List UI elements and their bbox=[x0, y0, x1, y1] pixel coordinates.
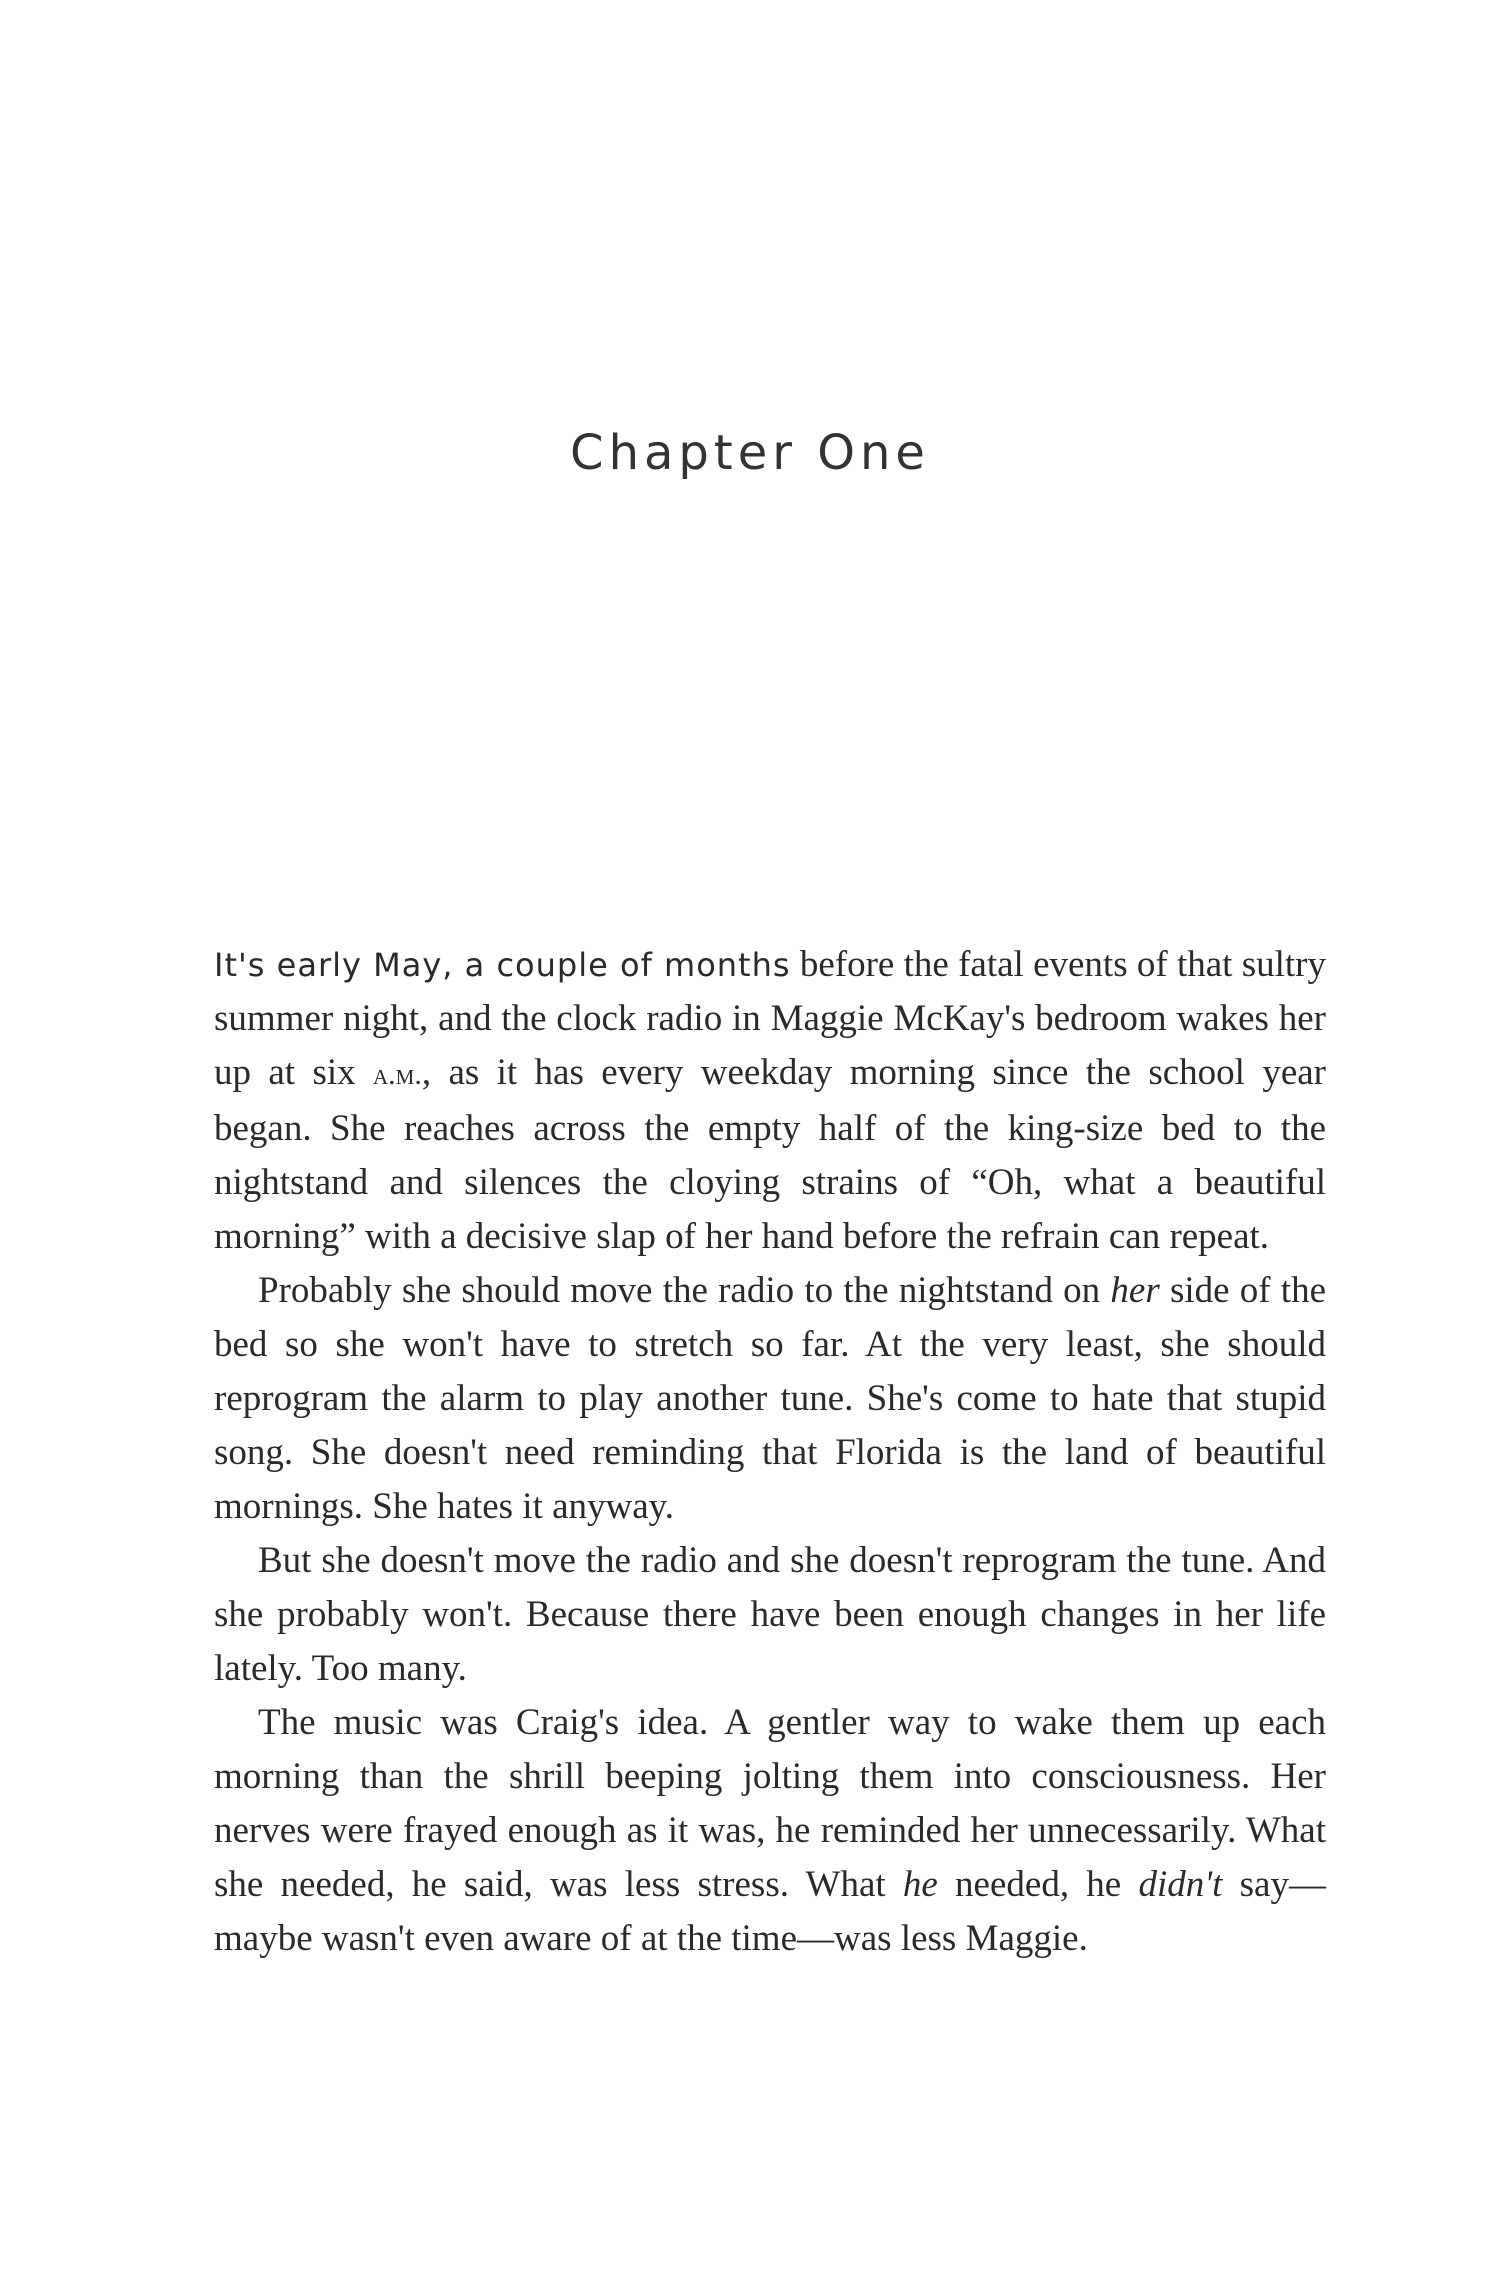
paragraph-text: needed, he bbox=[937, 1864, 1139, 1905]
paragraph-text: say—maybe wasn't even aware of at the time—was less Maggie. bbox=[214, 1864, 1326, 1959]
paragraph-text: But she doesn't move the radio and she doesn't reprogram the tune. And she probably won't. Because there have been enough changes in her life lately. Too many. bbox=[214, 1540, 1326, 1689]
paragraph-text: side of the bed so she won't have to stretch so far. At the very least, she should reprogram the alarm to play another tune. She's come to hate that stupid song. She doesn't need reminding that Florida is the land of beautiful mornings. She hates it anyway. bbox=[214, 1270, 1327, 1527]
paragraph-text: Probably she should move the radio to the nightstand on bbox=[258, 1270, 1111, 1311]
emphasis-text: her bbox=[1110, 1270, 1160, 1311]
paragraph-text: before the fatal events of that sultry summer night, and the clock radio in Maggie McKay's bedroom wakes her up at six bbox=[214, 944, 1326, 1093]
paragraph-3 bbox=[214, 1534, 1326, 1696]
chapter-title: Chapter One bbox=[570, 425, 930, 481]
paragraph-text: The music was Craig's idea. A gentler way to wake them up each morning than the shrill beeping jolting them into consciousness. Her nerves were frayed enough as it was, he reminded her unnecessarily. What she needed, he said, was less stress. What bbox=[214, 1702, 1326, 1905]
time-abbreviation: a.m. bbox=[372, 1058, 422, 1091]
emphasis-text: didn't bbox=[1138, 1864, 1223, 1905]
paragraph-text: , as it has every weekday morning since the school year began. She reaches across the empty half of the king-size bed to the nightstand and silences the cloying strains of “Oh, what a beautiful morning” with a decisive slap of her hand before the refrain can repeat. bbox=[214, 1052, 1326, 1257]
paragraph-2 bbox=[214, 1264, 1326, 1534]
paragraph-4 bbox=[214, 1696, 1326, 1966]
paragraph-1 bbox=[214, 938, 1326, 1264]
chapter-body bbox=[214, 938, 1326, 1966]
paragraph-lead-in: It's early May, a couple of months bbox=[214, 946, 791, 984]
emphasis-text: he bbox=[902, 1864, 938, 1905]
